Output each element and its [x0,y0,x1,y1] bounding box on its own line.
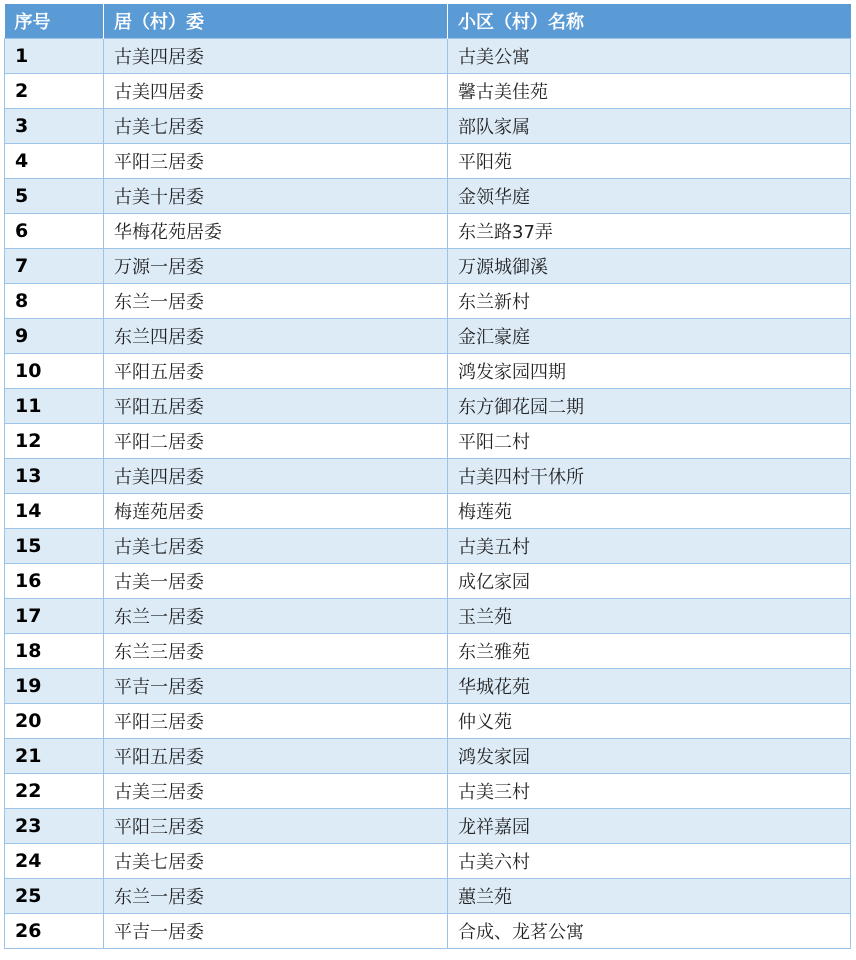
table-row [5,283,851,318]
row-community-name: 东兰路37弄 [448,213,851,248]
row-index: 3 [5,108,104,143]
row-index: 14 [5,493,104,528]
row-index: 23 [5,808,104,843]
table-row [5,703,851,738]
row-community-name: 部队家属 [448,108,851,143]
row-index: 18 [5,633,104,668]
header-committee: 居（村）委 [104,4,448,38]
row-index: 13 [5,458,104,493]
table-row [5,178,851,213]
table-row [5,633,851,668]
row-community-name: 平阳苑 [448,143,851,178]
row-committee: 平阳三居委 [104,143,448,178]
table-row [5,913,851,948]
row-committee: 华梅花苑居委 [104,213,448,248]
table-row [5,843,851,878]
row-committee: 平阳二居委 [104,423,448,458]
table-row [5,318,851,353]
table-row [5,493,851,528]
row-committee: 东兰一居委 [104,283,448,318]
row-community-name: 东兰新村 [448,283,851,318]
row-community-name: 仲义苑 [448,703,851,738]
row-index: 7 [5,248,104,283]
table-row [5,38,851,73]
row-index: 9 [5,318,104,353]
row-index: 16 [5,563,104,598]
row-index: 24 [5,843,104,878]
row-index: 15 [5,528,104,563]
row-community-name: 鸿发家园四期 [448,353,851,388]
community-table-container [4,4,850,949]
row-committee: 古美四居委 [104,38,448,73]
table-row [5,108,851,143]
table-row [5,248,851,283]
table-row [5,143,851,178]
row-committee: 平阳五居委 [104,388,448,423]
row-community-name: 馨古美佳苑 [448,73,851,108]
row-committee: 平阳五居委 [104,738,448,773]
row-committee: 东兰四居委 [104,318,448,353]
row-index: 10 [5,353,104,388]
table-row [5,388,851,423]
row-committee: 东兰一居委 [104,598,448,633]
row-index: 22 [5,773,104,808]
row-index: 12 [5,423,104,458]
row-committee: 古美四居委 [104,458,448,493]
row-index: 17 [5,598,104,633]
row-community-name: 古美五村 [448,528,851,563]
row-index: 8 [5,283,104,318]
row-committee: 梅莲苑居委 [104,493,448,528]
table-header [5,4,851,38]
row-community-name: 金汇豪庭 [448,318,851,353]
row-community-name: 古美四村干休所 [448,458,851,493]
row-committee: 平阳三居委 [104,808,448,843]
row-committee: 古美四居委 [104,73,448,108]
row-community-name: 梅莲苑 [448,493,851,528]
row-committee: 古美一居委 [104,563,448,598]
table-row [5,563,851,598]
row-committee: 平阳三居委 [104,703,448,738]
row-community-name: 平阳二村 [448,423,851,458]
row-committee: 平吉一居委 [104,668,448,703]
header-community-name: 小区（村）名称 [448,4,851,38]
row-index: 25 [5,878,104,913]
row-index: 2 [5,73,104,108]
row-community-name: 金领华庭 [448,178,851,213]
header-row [5,4,851,38]
row-community-name: 万源城御溪 [448,248,851,283]
row-community-name: 东方御花园二期 [448,388,851,423]
row-community-name: 合成、龙茗公寓 [448,913,851,948]
row-community-name: 华城花苑 [448,668,851,703]
table-row [5,458,851,493]
row-community-name: 成亿家园 [448,563,851,598]
row-index: 21 [5,738,104,773]
row-committee: 古美七居委 [104,843,448,878]
table-body [5,38,851,948]
row-index: 4 [5,143,104,178]
row-committee: 东兰三居委 [104,633,448,668]
table-row [5,738,851,773]
row-index: 20 [5,703,104,738]
row-committee: 古美三居委 [104,773,448,808]
row-committee: 古美七居委 [104,528,448,563]
row-index: 19 [5,668,104,703]
row-index: 6 [5,213,104,248]
row-committee: 古美十居委 [104,178,448,213]
table-row [5,213,851,248]
header-index: 序号 [5,4,104,38]
row-community-name: 古美三村 [448,773,851,808]
table-row [5,598,851,633]
row-community-name: 古美公寓 [448,38,851,73]
table-row [5,423,851,458]
table-row [5,668,851,703]
row-committee: 东兰一居委 [104,878,448,913]
table-row [5,528,851,563]
row-index: 11 [5,388,104,423]
community-table [4,4,851,949]
row-committee: 万源一居委 [104,248,448,283]
table-row [5,808,851,843]
table-row [5,878,851,913]
row-community-name: 蕙兰苑 [448,878,851,913]
row-index: 1 [5,38,104,73]
row-community-name: 古美六村 [448,843,851,878]
row-index: 26 [5,913,104,948]
table-row [5,773,851,808]
row-community-name: 鸿发家园 [448,738,851,773]
row-community-name: 玉兰苑 [448,598,851,633]
table-row [5,353,851,388]
row-committee: 平阳五居委 [104,353,448,388]
row-committee: 平吉一居委 [104,913,448,948]
row-community-name: 东兰雅苑 [448,633,851,668]
row-community-name: 龙祥嘉园 [448,808,851,843]
row-index: 5 [5,178,104,213]
row-committee: 古美七居委 [104,108,448,143]
table-row [5,73,851,108]
